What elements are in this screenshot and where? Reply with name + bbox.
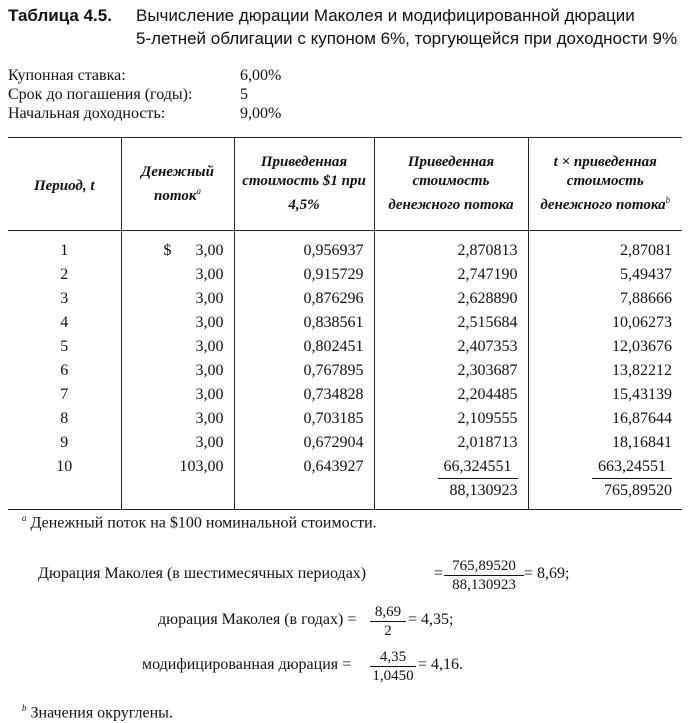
formula-result: = 4,35; bbox=[408, 611, 454, 628]
cell-t-times-pv: 18,16841 bbox=[528, 431, 682, 455]
param-value: 5 bbox=[240, 86, 248, 103]
cell-period: 1 bbox=[60, 242, 69, 259]
cell-pv-cash-flow: 2,303687 bbox=[374, 359, 528, 383]
cell-pv-factor: 0,802451 bbox=[234, 335, 374, 359]
cell-period: 5 bbox=[60, 338, 69, 355]
cell-cash-flow: 3,00 bbox=[121, 311, 234, 335]
header-t-times-pv: t × приведенная стоимость денежного потока$^b$ bbox=[528, 138, 682, 231]
cell-pv-cash-flow: 2,515684 bbox=[374, 311, 528, 335]
footnote-mark: a bbox=[22, 513, 27, 523]
cell-period: 10 bbox=[56, 458, 73, 475]
cell-cash-flow: 3,00 bbox=[121, 431, 234, 455]
param-label: Срок до погашения (годы): bbox=[8, 86, 193, 103]
footnote-text: Значения округлены. bbox=[30, 704, 173, 722]
cell-cash-flow: 3,00 bbox=[121, 287, 234, 311]
table-row bbox=[8, 455, 682, 479]
header-pv-factor: Приведенная стоимость $1 при 4,5% bbox=[234, 138, 374, 231]
numerator: 8,69 bbox=[370, 603, 406, 622]
cell-cash-flow: 3,00 bbox=[121, 359, 234, 383]
denominator: 2 bbox=[384, 623, 392, 639]
cell-cash-flow: $ 3,00 bbox=[121, 231, 234, 264]
table-row bbox=[8, 335, 682, 359]
header-cash-flow: Денежный поток$^a$ bbox=[121, 138, 234, 231]
cell-pv-factor: 0,915729 bbox=[234, 263, 374, 287]
table-row bbox=[8, 359, 682, 383]
cell-pv-cash-flow: 2,204485 bbox=[374, 383, 528, 407]
cell-pv-factor: 0,767895 bbox=[234, 359, 374, 383]
fraction bbox=[370, 603, 406, 640]
cell-period: 6 bbox=[60, 362, 69, 379]
cell-cash-flow: 3,00 bbox=[121, 407, 234, 431]
cell-t-times-pv: 16,87644 bbox=[528, 407, 682, 431]
table-row bbox=[8, 311, 682, 335]
cell-t-times-pv: 15,43139 bbox=[528, 383, 682, 407]
param-value: 6,00% bbox=[240, 67, 282, 84]
cell-pv-factor: 0,672904 bbox=[234, 431, 374, 455]
param-label: Начальная доходность: bbox=[8, 105, 166, 122]
cell-pv-cash-flow: 2,628890 bbox=[374, 287, 528, 311]
cell-t-times-pv: 2,87081 bbox=[528, 231, 682, 264]
cell-total-pv: 88,130923 bbox=[374, 479, 528, 510]
header-row bbox=[8, 138, 682, 231]
table-row bbox=[8, 231, 682, 264]
cell-period: 4 bbox=[60, 314, 69, 331]
denominator: 88,130923 bbox=[452, 577, 516, 593]
param-row bbox=[8, 66, 408, 85]
cell-t-times-pv: 10,06273 bbox=[528, 311, 682, 335]
cell-pv-factor: 0,703185 bbox=[234, 407, 374, 431]
duration-table bbox=[8, 137, 682, 510]
numerator: 765,89520 bbox=[444, 557, 524, 576]
caption-text bbox=[136, 4, 684, 50]
footnote-text: Денежный поток на $100 номинальной стоимости. bbox=[30, 514, 377, 532]
cell-empty bbox=[8, 479, 121, 510]
cell-period: 3 bbox=[60, 290, 69, 307]
formula-label: дюрация Маколея (в годах) = bbox=[158, 611, 357, 628]
cell-t-times-pv: 663,24551 bbox=[528, 455, 682, 479]
cell-pv-factor: 0,956937 bbox=[234, 231, 374, 264]
param-label: Купонная ставка: bbox=[8, 67, 126, 84]
footnote-mark: b bbox=[22, 703, 27, 713]
formula-label: Дюрация Маколея (в шестимесячных периодах) bbox=[38, 565, 367, 582]
bond-parameters bbox=[8, 66, 408, 123]
footnote-a bbox=[22, 513, 377, 532]
footnote-b bbox=[22, 703, 173, 722]
formula-result: = 4,16. bbox=[418, 656, 464, 673]
cell-period: 9 bbox=[60, 434, 69, 451]
param-row bbox=[8, 85, 408, 104]
currency-symbol: $ bbox=[163, 242, 172, 259]
cell-t-times-pv: 13,82212 bbox=[528, 359, 682, 383]
cell-empty bbox=[121, 479, 234, 510]
cell-pv-cash-flow: 66,324551 bbox=[374, 455, 528, 479]
formula-equals: = bbox=[434, 565, 444, 582]
table-row bbox=[8, 287, 682, 311]
cell-t-times-pv: 7,88666 bbox=[528, 287, 682, 311]
fraction bbox=[370, 648, 416, 685]
cell-pv-cash-flow: 2,747190 bbox=[374, 263, 528, 287]
cell-period: 2 bbox=[60, 266, 69, 283]
cell-cash-flow: 3,00 bbox=[121, 263, 234, 287]
table-row bbox=[8, 383, 682, 407]
numerator: 4,35 bbox=[370, 648, 416, 667]
cell-pv-cash-flow: 2,109555 bbox=[374, 407, 528, 431]
fraction bbox=[444, 557, 524, 594]
caption-line-2: 5-летней облигации с купоном 6%, торгующейся при доходности 9% bbox=[136, 29, 678, 48]
formula-result: = 8,69; bbox=[524, 565, 570, 582]
table-row bbox=[8, 263, 682, 287]
cell-t-times-pv: 5,49437 bbox=[528, 263, 682, 287]
caption-number: Таблица 4.5. bbox=[8, 6, 112, 25]
caption-line-1: Вычисление дюрации Маколея и модифицированной дюрации bbox=[136, 6, 635, 25]
denominator: 1,0450 bbox=[372, 668, 414, 684]
cell-pv-factor: 0,643927 bbox=[234, 455, 374, 479]
header-pv-cash-flow: Приведенная стоимость денежного потока bbox=[374, 138, 528, 231]
cell-period: 8 bbox=[60, 410, 69, 427]
cell-pv-cash-flow: 2,407353 bbox=[374, 335, 528, 359]
cell-pv-cash-flow: 2,870813 bbox=[374, 231, 528, 264]
totals-row bbox=[8, 479, 682, 510]
cell-pv-factor: 0,734828 bbox=[234, 383, 374, 407]
table-row bbox=[8, 407, 682, 431]
cell-empty bbox=[234, 479, 374, 510]
cell-cash-flow: 3,00 bbox=[121, 335, 234, 359]
param-value: 9,00% bbox=[240, 105, 282, 122]
cell-t-times-pv: 12,03676 bbox=[528, 335, 682, 359]
cell-pv-factor: 0,876296 bbox=[234, 287, 374, 311]
cell-total-t-pv: 765,89520 bbox=[528, 479, 682, 510]
cell-cash-flow: 3,00 bbox=[121, 383, 234, 407]
formula-label: модифицированная дюрация = bbox=[142, 656, 352, 673]
cell-cash-flow: 103,00 bbox=[121, 455, 234, 479]
param-row bbox=[8, 104, 408, 123]
header-period: Период, t bbox=[8, 138, 121, 231]
cell-pv-factor: 0,838561 bbox=[234, 311, 374, 335]
cell-pv-cash-flow: 2,018713 bbox=[374, 431, 528, 455]
cell-period: 7 bbox=[60, 386, 69, 403]
table-row bbox=[8, 431, 682, 455]
